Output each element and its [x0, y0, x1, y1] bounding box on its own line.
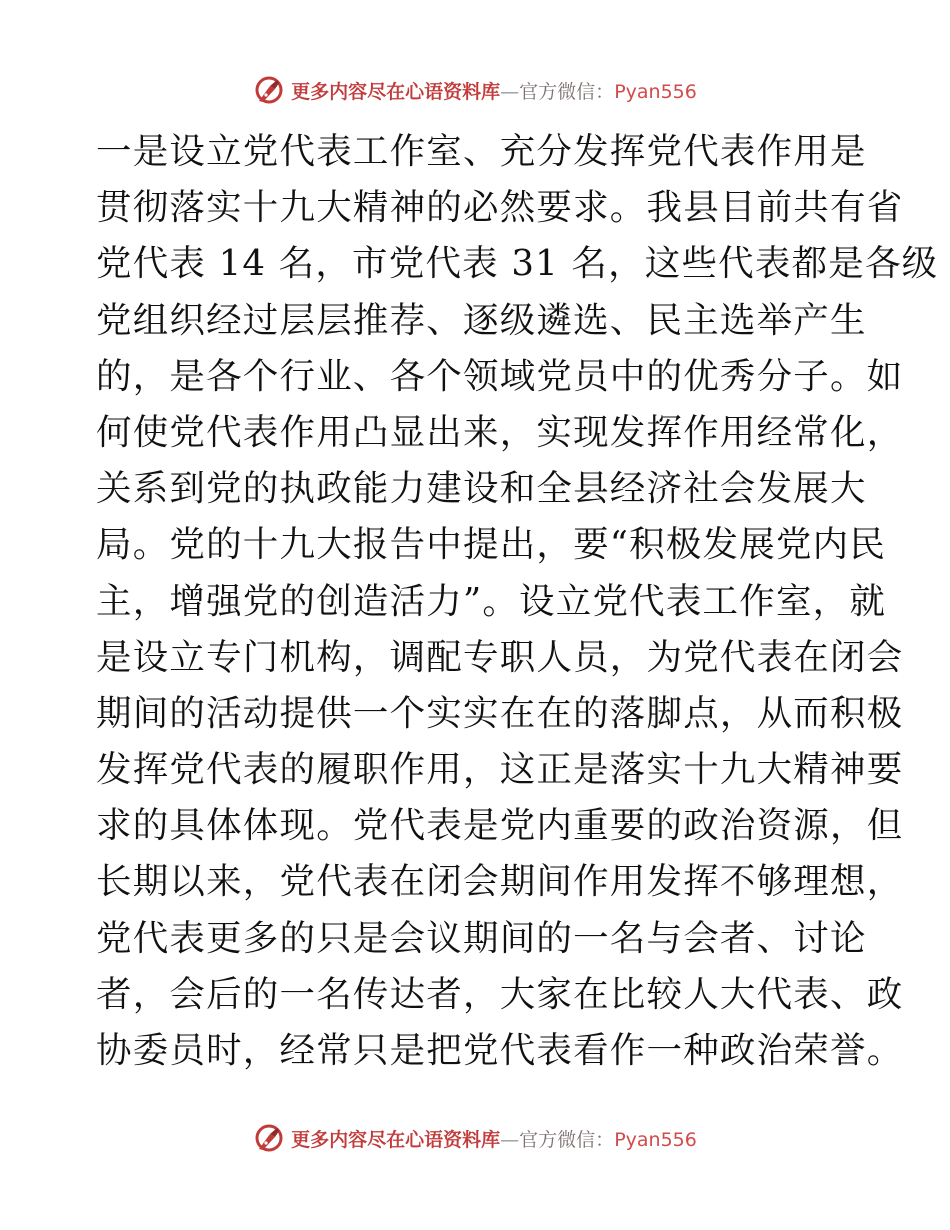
watermark-contact-label: 官方微信： [519, 80, 615, 103]
text-line: 期间的活动提供一个实实在在的落脚点，从而积极 [96, 692, 904, 734]
watermark-text [291, 1125, 697, 1152]
document-body [96, 124, 939, 1079]
watermark-contact-label: 官方微信： [519, 1128, 615, 1151]
text-line: 主，增强党的创造活力”。设立党代表工作室，就 [96, 580, 887, 622]
text-line: 的，是各个行业、各个领域党员中的优秀分子。如 [96, 355, 904, 397]
watermark-text [291, 77, 697, 104]
watermark-separator: — [500, 80, 520, 103]
header-watermark [0, 68, 950, 112]
text-line: 党代表更多的只是会议期间的一名与会者、讨论 [96, 917, 867, 959]
text-line: 关系到党的执政能力建设和全县经济社会发展大 [96, 468, 867, 510]
text-line: 何使党代表作用凸显出来，实现发挥作用经常化， [96, 411, 904, 453]
text-line: 协委员时，经常只是把党代表看作一种政治荣誉。 [96, 1030, 904, 1071]
text-line: 长期以来，党代表在闭会期间作用发挥不够理想， [96, 861, 904, 903]
text-line: 党组织经过层层推荐、逐级遴选、民主选举产生 [96, 299, 867, 341]
text-line: 一是设立党代表工作室、充分发挥党代表作用是 [96, 131, 867, 172]
text-line: 发挥党代表的履职作用，这正是落实十九大精神要 [96, 749, 904, 791]
text-line: 者，会后的一名传达者，大家在比较人大代表、政 [96, 973, 904, 1015]
watermark-site-text: 更多内容尽在心语资料库 [291, 1128, 501, 1151]
pen-nib-logo-icon [253, 74, 285, 106]
pen-nib-logo-icon [253, 1122, 285, 1154]
text-line: 求的具体体现。党代表是党内重要的政治资源，但 [96, 805, 904, 847]
text-line: 贯彻落实十九大精神的必然要求。我县目前共有省 [96, 187, 904, 229]
text-line: 党代表 14 名，市党代表 31 名，这些代表都是各级 [96, 243, 939, 285]
watermark-contact-id: Pyan556 [614, 1128, 697, 1151]
footer-watermark [0, 1116, 950, 1160]
text-line: 局。党的十九大报告中提出，要“积极发展党内民 [96, 524, 887, 566]
watermark-site-text: 更多内容尽在心语资料库 [291, 80, 501, 103]
watermark-separator: — [500, 1128, 520, 1151]
watermark-contact-id: Pyan556 [614, 80, 697, 103]
text-line: 是设立专门机构，调配专职人员，为党代表在闭会 [96, 636, 904, 678]
